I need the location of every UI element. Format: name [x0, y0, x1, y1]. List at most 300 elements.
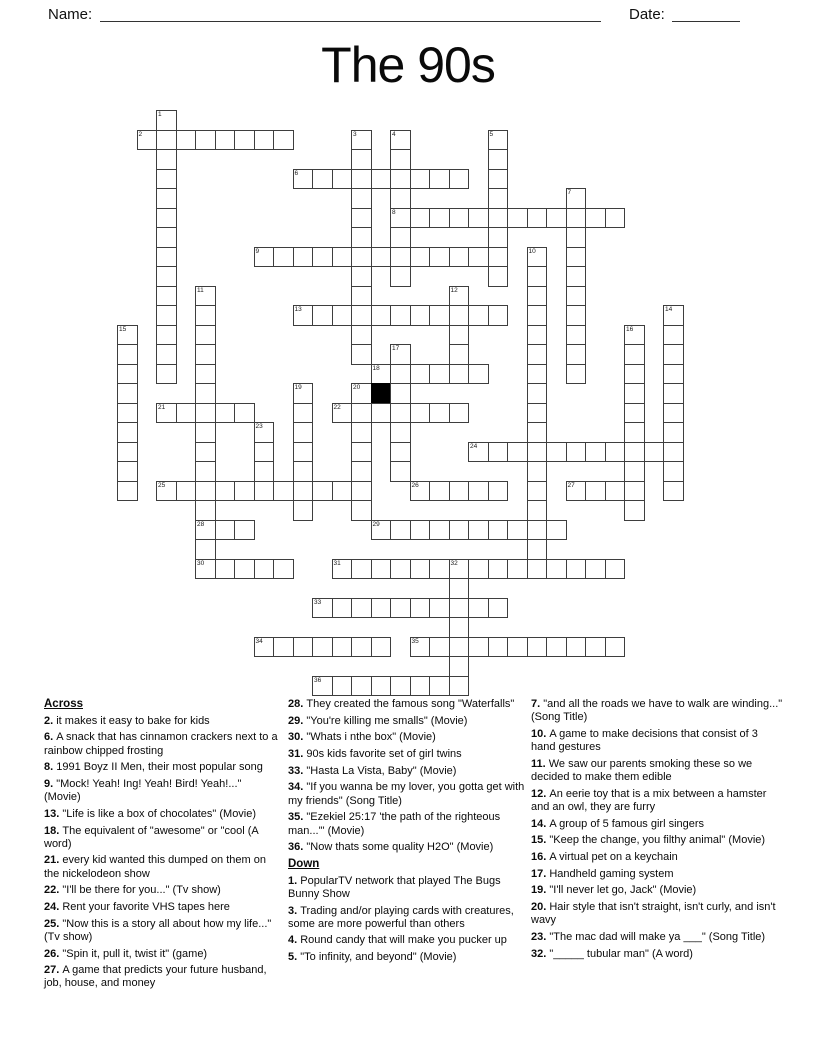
date-input-line[interactable]	[672, 20, 740, 22]
grid-cell-r15c6[interactable]	[234, 403, 255, 424]
grid-cell-r22c21[interactable]	[527, 539, 548, 560]
grid-cell-r5c24[interactable]	[585, 208, 606, 229]
grid-cell-r3c2[interactable]	[156, 169, 177, 190]
grid-cell-r15c15[interactable]	[410, 403, 431, 424]
grid-cell-r27c15[interactable]	[410, 637, 431, 658]
grid-cell-r14c26[interactable]	[624, 383, 645, 404]
grid-cell-r19c2[interactable]	[156, 481, 177, 502]
grid-cell-r7c8[interactable]	[273, 247, 294, 268]
grid-cell-r27c23[interactable]	[566, 637, 587, 658]
grid-cell-r27c11[interactable]	[332, 637, 353, 658]
cell-number-14: 14	[665, 306, 673, 313]
grid-cell-r19c21[interactable]	[527, 481, 548, 502]
grid-cell-r23c5[interactable]	[215, 559, 236, 580]
grid-cell-r15c28[interactable]	[663, 403, 684, 424]
grid-cell-r15c11[interactable]	[332, 403, 353, 424]
grid-cell-r4c23[interactable]	[566, 188, 587, 209]
grid-cell-r7c14[interactable]	[390, 247, 411, 268]
grid-cell-r19c6[interactable]	[234, 481, 255, 502]
grid-cell-r13c26[interactable]	[624, 364, 645, 385]
grid-cell-r19c7[interactable]	[254, 481, 275, 502]
grid-cell-r21c21[interactable]	[527, 520, 548, 541]
grid-cell-r20c21[interactable]	[527, 500, 548, 521]
grid-cell-r8c19[interactable]	[488, 266, 509, 287]
grid-cell-r13c17[interactable]	[449, 364, 470, 385]
grid-cell-r16c21[interactable]	[527, 422, 548, 443]
grid-cell-r23c6[interactable]	[234, 559, 255, 580]
grid-cell-r21c15[interactable]	[410, 520, 431, 541]
grid-cell-r19c17[interactable]	[449, 481, 470, 502]
grid-cell-r19c8[interactable]	[273, 481, 294, 502]
grid-cell-r7c21[interactable]	[527, 247, 548, 268]
grid-cell-r23c19[interactable]	[488, 559, 509, 580]
grid-cell-r23c22[interactable]	[546, 559, 567, 580]
grid-cell-r17c14[interactable]	[390, 442, 411, 463]
grid-cell-r25c16[interactable]	[429, 598, 450, 619]
grid-cell-r1c5[interactable]	[215, 130, 236, 151]
grid-cell-r27c7[interactable]	[254, 637, 275, 658]
grid-cell-r23c11[interactable]	[332, 559, 353, 580]
grid-cell-r14c21[interactable]	[527, 383, 548, 404]
grid-cell-r5c17[interactable]	[449, 208, 470, 229]
grid-cell-r16c12[interactable]	[351, 422, 372, 443]
grid-cell-r28c17[interactable]	[449, 656, 470, 677]
grid-cell-r5c23[interactable]	[566, 208, 587, 229]
grid-cell-r16c7[interactable]	[254, 422, 275, 443]
grid-cell-r10c15[interactable]	[410, 305, 431, 326]
grid-cell-r27c13[interactable]	[371, 637, 392, 658]
grid-cell-r3c15[interactable]	[410, 169, 431, 190]
grid-cell-r20c12[interactable]	[351, 500, 372, 521]
grid-cell-r21c6[interactable]	[234, 520, 255, 541]
grid-cell-r27c12[interactable]	[351, 637, 372, 658]
grid-cell-r17c0[interactable]	[117, 442, 138, 463]
grid-cell-r27c16[interactable]	[429, 637, 450, 658]
grid-cell-r18c9[interactable]	[293, 461, 314, 482]
grid-cell-r23c20[interactable]	[507, 559, 528, 580]
grid-cell-r1c4[interactable]	[195, 130, 216, 151]
grid-cell-r2c19[interactable]	[488, 149, 509, 170]
grid-cell-r19c15[interactable]	[410, 481, 431, 502]
grid-cell-r23c25[interactable]	[605, 559, 626, 580]
grid-cell-r16c4[interactable]	[195, 422, 216, 443]
grid-cell-r17c28[interactable]	[663, 442, 684, 463]
grid-cell-r17c12[interactable]	[351, 442, 372, 463]
grid-cell-r13c23[interactable]	[566, 364, 587, 385]
grid-cell-r18c0[interactable]	[117, 461, 138, 482]
cell-number-27: 27	[567, 481, 575, 489]
grid-cell-r11c26[interactable]	[624, 325, 645, 346]
grid-cell-r17c4[interactable]	[195, 442, 216, 463]
grid-cell-r8c21[interactable]	[527, 266, 548, 287]
grid-cell-r23c8[interactable]	[273, 559, 294, 580]
grid-cell-r27c19[interactable]	[488, 637, 509, 658]
grid-cell-r23c21[interactable]	[527, 559, 548, 580]
grid-cell-r1c7[interactable]	[254, 130, 275, 151]
grid-cell-r6c23[interactable]	[566, 227, 587, 248]
clue-17	[531, 868, 785, 881]
grid-cell-r17c25[interactable]	[605, 442, 626, 463]
grid-cell-r21c22[interactable]	[546, 520, 567, 541]
grid-cell-r14c0[interactable]	[117, 383, 138, 404]
grid-cell-r10c13[interactable]	[371, 305, 392, 326]
grid-cell-r6c2[interactable]	[156, 227, 177, 248]
grid-cell-r17c22[interactable]	[546, 442, 567, 463]
grid-cell-r15c2[interactable]	[156, 403, 177, 424]
clue-number: 34.	[288, 781, 307, 794]
grid-cell-r25c10[interactable]	[312, 598, 333, 619]
grid-cell-r14c12[interactable]	[351, 383, 372, 404]
grid-cell-r14c9[interactable]	[293, 383, 314, 404]
grid-cell-r12c17[interactable]	[449, 344, 470, 365]
grid-cell-r17c7[interactable]	[254, 442, 275, 463]
grid-cell-r8c14[interactable]	[390, 266, 411, 287]
grid-cell-r21c19[interactable]	[488, 520, 509, 541]
grid-cell-r10c10[interactable]	[312, 305, 333, 326]
grid-cell-r4c12[interactable]	[351, 188, 372, 209]
grid-cell-r5c18[interactable]	[468, 208, 489, 229]
grid-cell-r27c18[interactable]	[468, 637, 489, 658]
grid-cell-r3c19[interactable]	[488, 169, 509, 190]
grid-cell-r7c23[interactable]	[566, 247, 587, 268]
grid-cell-r12c21[interactable]	[527, 344, 548, 365]
grid-cell-r23c14[interactable]	[390, 559, 411, 580]
grid-cell-r27c10[interactable]	[312, 637, 333, 658]
grid-cell-r7c10[interactable]	[312, 247, 333, 268]
grid-cell-r19c24[interactable]	[585, 481, 606, 502]
grid-cell-r11c2[interactable]	[156, 325, 177, 346]
grid-cell-r10c14[interactable]	[390, 305, 411, 326]
grid-cell-r23c15[interactable]	[410, 559, 431, 580]
grid-cell-r14c4[interactable]	[195, 383, 216, 404]
grid-cell-r19c9[interactable]	[293, 481, 314, 502]
grid-cell-r10c17[interactable]	[449, 305, 470, 326]
grid-cell-r10c19[interactable]	[488, 305, 509, 326]
grid-cell-r12c23[interactable]	[566, 344, 587, 365]
grid-cell-r21c14[interactable]	[390, 520, 411, 541]
grid-cell-r17c19[interactable]	[488, 442, 509, 463]
grid-cell-r29c12[interactable]	[351, 676, 372, 697]
grid-cell-r15c0[interactable]	[117, 403, 138, 424]
grid-cell-r10c2[interactable]	[156, 305, 177, 326]
grid-cell-r9c21[interactable]	[527, 286, 548, 307]
grid-cell-r13c4[interactable]	[195, 364, 216, 385]
grid-cell-r21c18[interactable]	[468, 520, 489, 541]
grid-cell-r26c17[interactable]	[449, 617, 470, 638]
grid-cell-r10c12[interactable]	[351, 305, 372, 326]
grid-cell-r7c7[interactable]	[254, 247, 275, 268]
grid-cell-r4c19[interactable]	[488, 188, 509, 209]
grid-cell-r9c4[interactable]	[195, 286, 216, 307]
grid-cell-r16c28[interactable]	[663, 422, 684, 443]
clue-text: it makes it easy to bake for kids	[56, 714, 210, 727]
grid-cell-r5c21[interactable]	[527, 208, 548, 229]
grid-cell-r23c16[interactable]	[429, 559, 450, 580]
grid-cell-r19c28[interactable]	[663, 481, 684, 502]
grid-cell-r19c26[interactable]	[624, 481, 645, 502]
grid-cell-r12c26[interactable]	[624, 344, 645, 365]
grid-cell-r12c2[interactable]	[156, 344, 177, 365]
grid-cell-r5c19[interactable]	[488, 208, 509, 229]
grid-cell-r1c3[interactable]	[176, 130, 197, 151]
grid-cell-r12c28[interactable]	[663, 344, 684, 365]
grid-cell-r2c2[interactable]	[156, 149, 177, 170]
grid-cell-r19c18[interactable]	[468, 481, 489, 502]
grid-cell-r27c21[interactable]	[527, 637, 548, 658]
grid-cell-r19c25[interactable]	[605, 481, 626, 502]
grid-cell-r3c10[interactable]	[312, 169, 333, 190]
grid-cell-r1c19[interactable]	[488, 130, 509, 151]
grid-cell-r15c5[interactable]	[215, 403, 236, 424]
grid-cell-r12c12[interactable]	[351, 344, 372, 365]
grid-cell-r13c2[interactable]	[156, 364, 177, 385]
grid-cell-r20c9[interactable]	[293, 500, 314, 521]
grid-cell-r9c17[interactable]	[449, 286, 470, 307]
grid-cell-r27c24[interactable]	[585, 637, 606, 658]
grid-cell-r5c2[interactable]	[156, 208, 177, 229]
grid-cell-r16c0[interactable]	[117, 422, 138, 443]
grid-cell-r3c13[interactable]	[371, 169, 392, 190]
grid-cell-r3c14[interactable]	[390, 169, 411, 190]
grid-cell-r27c9[interactable]	[293, 637, 314, 658]
grid-cell-r13c18[interactable]	[468, 364, 489, 385]
grid-cell-r13c0[interactable]	[117, 364, 138, 385]
grid-cell-r7c9[interactable]	[293, 247, 314, 268]
grid-cell-r14c14[interactable]	[390, 383, 411, 404]
grid-cell-r23c12[interactable]	[351, 559, 372, 580]
grid-cell-r16c14[interactable]	[390, 422, 411, 443]
grid-cell-r21c13[interactable]	[371, 520, 392, 541]
grid-cell-r19c19[interactable]	[488, 481, 509, 502]
grid-cell-r7c2[interactable]	[156, 247, 177, 268]
grid-cell-r18c26[interactable]	[624, 461, 645, 482]
grid-cell-r13c16[interactable]	[429, 364, 450, 385]
grid-cell-r7c13[interactable]	[371, 247, 392, 268]
grid-cell-r5c20[interactable]	[507, 208, 528, 229]
grid-cell-r24c17[interactable]	[449, 578, 470, 599]
grid-cell-r1c8[interactable]	[273, 130, 294, 151]
grid-cell-r25c17[interactable]	[449, 598, 470, 619]
grid-cell-r25c18[interactable]	[468, 598, 489, 619]
grid-cell-r23c23[interactable]	[566, 559, 587, 580]
grid-cell-r2c12[interactable]	[351, 149, 372, 170]
grid-cell-r19c16[interactable]	[429, 481, 450, 502]
grid-cell-r6c19[interactable]	[488, 227, 509, 248]
grid-cell-r10c18[interactable]	[468, 305, 489, 326]
clue-number: 6.	[44, 731, 57, 744]
grid-cell-r29c10[interactable]	[312, 676, 333, 697]
grid-cell-r19c10[interactable]	[312, 481, 333, 502]
grid-cell-r15c3[interactable]	[176, 403, 197, 424]
grid-cell-r29c14[interactable]	[390, 676, 411, 697]
grid-cell-r17c20[interactable]	[507, 442, 528, 463]
grid-cell-r13c14[interactable]	[390, 364, 411, 385]
grid-cell-r15c21[interactable]	[527, 403, 548, 424]
grid-cell-r7c11[interactable]	[332, 247, 353, 268]
grid-cell-r23c18[interactable]	[468, 559, 489, 580]
grid-cell-r18c28[interactable]	[663, 461, 684, 482]
grid-cell-r11c17[interactable]	[449, 325, 470, 346]
grid-cell-r11c28[interactable]	[663, 325, 684, 346]
grid-cell-r9c12[interactable]	[351, 286, 372, 307]
grid-cell-r23c13[interactable]	[371, 559, 392, 580]
grid-cell-r17c21[interactable]	[527, 442, 548, 463]
grid-cell-r7c16[interactable]	[429, 247, 450, 268]
grid-cell-r8c12[interactable]	[351, 266, 372, 287]
grid-cell-r3c17[interactable]	[449, 169, 470, 190]
grid-cell-r3c11[interactable]	[332, 169, 353, 190]
grid-cell-r23c4[interactable]	[195, 559, 216, 580]
grid-cell-r11c4[interactable]	[195, 325, 216, 346]
grid-cell-r19c11[interactable]	[332, 481, 353, 502]
grid-cell-r2c14[interactable]	[390, 149, 411, 170]
grid-cell-r5c15[interactable]	[410, 208, 431, 229]
grid-cell-r7c15[interactable]	[410, 247, 431, 268]
cell-number-4: 4	[392, 130, 396, 138]
grid-cell-r10c9[interactable]	[293, 305, 314, 326]
grid-cell-r21c5[interactable]	[215, 520, 236, 541]
grid-cell-r20c26[interactable]	[624, 500, 645, 521]
grid-cell-r6c14[interactable]	[390, 227, 411, 248]
grid-cell-r25c15[interactable]	[410, 598, 431, 619]
grid-cell-r19c0[interactable]	[117, 481, 138, 502]
grid-cell-r18c4[interactable]	[195, 461, 216, 482]
grid-cell-r23c17[interactable]	[449, 559, 470, 580]
grid-cell-r23c24[interactable]	[585, 559, 606, 580]
grid-cell-r25c19[interactable]	[488, 598, 509, 619]
grid-cell-r27c8[interactable]	[273, 637, 294, 658]
grid-cell-r19c23[interactable]	[566, 481, 587, 502]
grid-cell-r0c2[interactable]	[156, 110, 177, 131]
grid-cell-r3c9[interactable]	[293, 169, 314, 190]
grid-cell-r15c12[interactable]	[351, 403, 372, 424]
grid-cell-r7c12[interactable]	[351, 247, 372, 268]
grid-cell-r27c17[interactable]	[449, 637, 470, 658]
grid-cell-r1c6[interactable]	[234, 130, 255, 151]
grid-cell-r21c16[interactable]	[429, 520, 450, 541]
grid-cell-r4c2[interactable]	[156, 188, 177, 209]
grid-cell-r25c12[interactable]	[351, 598, 372, 619]
grid-cell-r27c25[interactable]	[605, 637, 626, 658]
grid-cell-r19c5[interactable]	[215, 481, 236, 502]
grid-cell-r19c4[interactable]	[195, 481, 216, 502]
grid-cell-r23c7[interactable]	[254, 559, 275, 580]
grid-cell-r19c3[interactable]	[176, 481, 197, 502]
grid-cell-r4c14[interactable]	[390, 188, 411, 209]
grid-cell-r5c12[interactable]	[351, 208, 372, 229]
grid-cell-r25c11[interactable]	[332, 598, 353, 619]
grid-cell-r17c24[interactable]	[585, 442, 606, 463]
grid-cell-r1c2[interactable]	[156, 130, 177, 151]
grid-cell-r19c12[interactable]	[351, 481, 372, 502]
grid-cell-r27c22[interactable]	[546, 637, 567, 658]
grid-cell-r29c17[interactable]	[449, 676, 470, 697]
grid-cell-r11c21[interactable]	[527, 325, 548, 346]
grid-cell-r15c14[interactable]	[390, 403, 411, 424]
grid-cell-r18c21[interactable]	[527, 461, 548, 482]
grid-cell-r29c13[interactable]	[371, 676, 392, 697]
grid-cell-r27c20[interactable]	[507, 637, 528, 658]
grid-cell-r1c12[interactable]	[351, 130, 372, 151]
black-cell	[371, 383, 392, 404]
grid-cell-r15c17[interactable]	[449, 403, 470, 424]
grid-cell-r17c18[interactable]	[468, 442, 489, 463]
grid-cell-r15c26[interactable]	[624, 403, 645, 424]
grid-cell-r12c4[interactable]	[195, 344, 216, 365]
grid-cell-r5c14[interactable]	[390, 208, 411, 229]
grid-cell-r18c14[interactable]	[390, 461, 411, 482]
grid-cell-r21c17[interactable]	[449, 520, 470, 541]
grid-cell-r10c28[interactable]	[663, 305, 684, 326]
grid-cell-r13c13[interactable]	[371, 364, 392, 385]
grid-cell-r1c14[interactable]	[390, 130, 411, 151]
grid-cell-r18c12[interactable]	[351, 461, 372, 482]
grid-cell-r13c21[interactable]	[527, 364, 548, 385]
grid-cell-r12c0[interactable]	[117, 344, 138, 365]
grid-cell-r17c23[interactable]	[566, 442, 587, 463]
grid-cell-r1c1[interactable]	[137, 130, 158, 151]
grid-cell-r13c15[interactable]	[410, 364, 431, 385]
grid-cell-r5c25[interactable]	[605, 208, 626, 229]
grid-cell-r9c2[interactable]	[156, 286, 177, 307]
grid-cell-r10c4[interactable]	[195, 305, 216, 326]
grid-cell-r17c27[interactable]	[644, 442, 665, 463]
grid-cell-r14c28[interactable]	[663, 383, 684, 404]
grid-cell-r17c9[interactable]	[293, 442, 314, 463]
grid-cell-r15c13[interactable]	[371, 403, 392, 424]
grid-cell-r7c17[interactable]	[449, 247, 470, 268]
grid-cell-r29c16[interactable]	[429, 676, 450, 697]
clue-number: 24.	[44, 901, 63, 914]
grid-cell-r7c19[interactable]	[488, 247, 509, 268]
grid-cell-r15c4[interactable]	[195, 403, 216, 424]
grid-cell-r10c23[interactable]	[566, 305, 587, 326]
name-input-line[interactable]	[100, 20, 601, 22]
grid-cell-r17c26[interactable]	[624, 442, 645, 463]
grid-cell-r22c4[interactable]	[195, 539, 216, 560]
grid-cell-r11c23[interactable]	[566, 325, 587, 346]
grid-cell-r10c11[interactable]	[332, 305, 353, 326]
grid-cell-r16c9[interactable]	[293, 422, 314, 443]
grid-cell-r29c11[interactable]	[332, 676, 353, 697]
grid-cell-r8c2[interactable]	[156, 266, 177, 287]
grid-cell-r16c26[interactable]	[624, 422, 645, 443]
grid-cell-r25c13[interactable]	[371, 598, 392, 619]
grid-cell-r5c22[interactable]	[546, 208, 567, 229]
grid-cell-r15c16[interactable]	[429, 403, 450, 424]
grid-cell-r20c4[interactable]	[195, 500, 216, 521]
grid-cell-r15c9[interactable]	[293, 403, 314, 424]
grid-cell-r21c20[interactable]	[507, 520, 528, 541]
grid-cell-r3c16[interactable]	[429, 169, 450, 190]
grid-cell-r8c23[interactable]	[566, 266, 587, 287]
grid-cell-r29c15[interactable]	[410, 676, 431, 697]
grid-cell-r25c14[interactable]	[390, 598, 411, 619]
grid-cell-r3c12[interactable]	[351, 169, 372, 190]
grid-cell-r21c4[interactable]	[195, 520, 216, 541]
grid-cell-r11c12[interactable]	[351, 325, 372, 346]
grid-cell-r6c12[interactable]	[351, 227, 372, 248]
grid-cell-r5c16[interactable]	[429, 208, 450, 229]
grid-cell-r12c14[interactable]	[390, 344, 411, 365]
grid-cell-r11c0[interactable]	[117, 325, 138, 346]
grid-cell-r10c21[interactable]	[527, 305, 548, 326]
grid-cell-r9c23[interactable]	[566, 286, 587, 307]
grid-cell-r13c28[interactable]	[663, 364, 684, 385]
grid-cell-r18c7[interactable]	[254, 461, 275, 482]
grid-cell-r10c16[interactable]	[429, 305, 450, 326]
grid-cell-r7c18[interactable]	[468, 247, 489, 268]
